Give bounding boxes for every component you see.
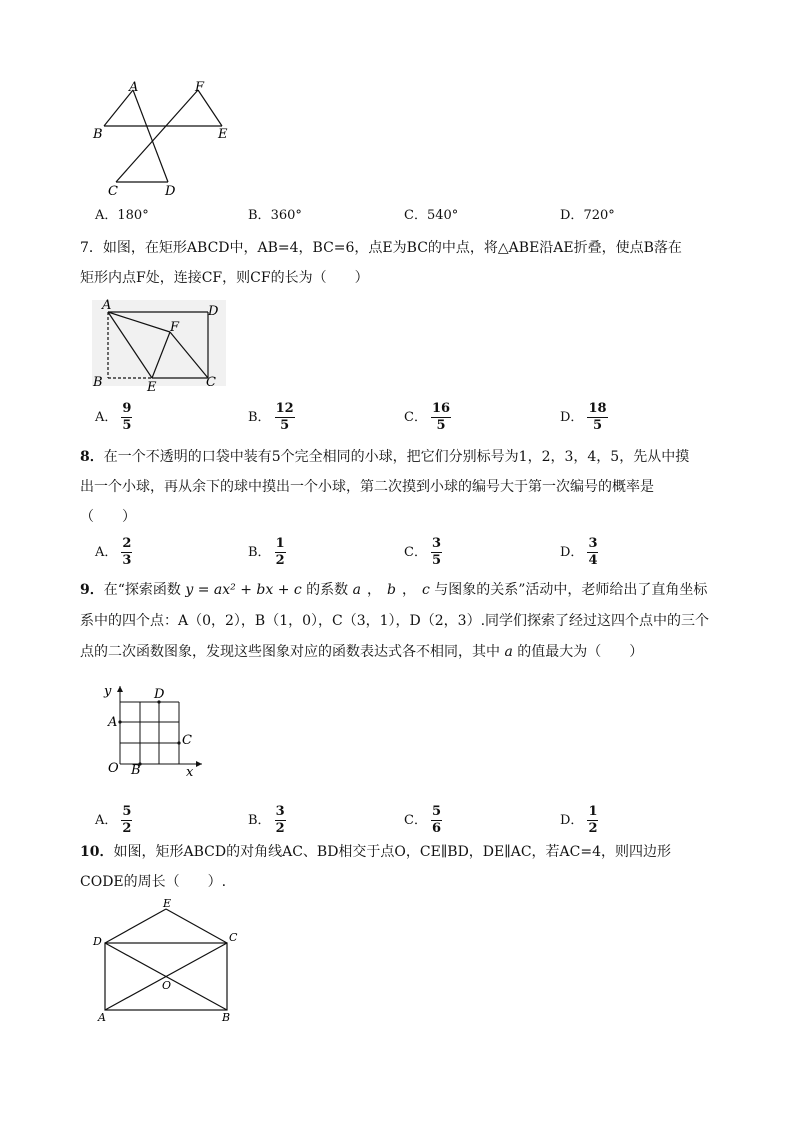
q8-option-d-den: 4 — [588, 553, 598, 568]
q7-line-2: 矩形内点F处，连接CF，则CF的长为（ ） — [80, 270, 369, 286]
q7-option-c-letter: C． — [404, 409, 427, 425]
q6-option-b-letter: B． — [248, 208, 271, 223]
q9-line-1-a: 在“探索函数 — [103, 582, 186, 598]
q7-option-d-letter: D． — [560, 409, 584, 425]
q8-option-c-fraction — [431, 537, 442, 568]
q7-option-a-den: 5 — [122, 418, 132, 433]
q9-line-3-b: 的值最大为（ ） — [512, 644, 644, 660]
q8-option-a[interactable] — [95, 537, 132, 568]
q9-option-a-num: 5 — [122, 804, 132, 819]
q8-option-a-fraction — [121, 537, 132, 568]
q8-line-2: 出一个小球，再从余下的球中摸出一个小球，第二次摸到小球的编号大于第一次编号的概率是 — [80, 479, 654, 495]
q6-option-a[interactable] — [95, 207, 149, 225]
q8-option-d[interactable] — [560, 537, 598, 568]
q9-option-c-letter: C． — [404, 812, 427, 828]
q6-label-A: A — [129, 80, 139, 95]
q9-option-a[interactable] — [95, 805, 132, 836]
q6-option-d[interactable] — [560, 207, 615, 225]
q7-option-b-den: 5 — [280, 418, 290, 433]
q10-label-A: A — [98, 1011, 106, 1024]
q6-label-C: C — [108, 184, 118, 199]
q9-option-d-letter: D． — [560, 812, 584, 828]
q7-option-b-num: 12 — [275, 401, 294, 416]
q8-option-c-num: 3 — [431, 536, 441, 551]
q6-label-F: F — [195, 80, 205, 95]
q6-option-b-value: 360° — [270, 208, 302, 223]
q10-line-1 — [80, 842, 671, 862]
q9-option-b[interactable] — [248, 805, 286, 836]
q7-label-E: E — [147, 380, 157, 394]
q9-option-b-num: 3 — [275, 804, 285, 819]
q7-option-c-den: 5 — [436, 418, 446, 433]
q8-option-d-fraction — [587, 537, 598, 568]
q7-figure — [90, 298, 230, 394]
q8-option-b-fraction — [275, 537, 286, 568]
q7-option-a-num: 9 — [122, 401, 132, 416]
q9-option-a-letter: A． — [95, 812, 118, 828]
q7-label-A: A — [102, 298, 112, 313]
q9-sep-1: ， — [366, 582, 381, 598]
q6-label-B: B — [93, 127, 103, 142]
q9-option-d-fraction — [587, 805, 598, 836]
q6-option-d-letter: D． — [560, 208, 584, 223]
q9-option-d-num: 1 — [588, 804, 598, 819]
q9-label-O: O — [108, 761, 119, 776]
q6-figure — [88, 78, 248, 200]
q9-label-y: y — [104, 684, 112, 699]
q9-option-a-fraction — [121, 805, 132, 836]
q7-line-1: 7．如图，在矩形ABCD中，AB=4，BC=6，点E为BC的中点，将△ABE沿AE折叠，使点B落在 — [80, 240, 682, 256]
q7-option-b-fraction — [275, 402, 295, 433]
q8-option-b-letter: B． — [248, 544, 271, 560]
q7-option-a[interactable] — [95, 402, 132, 433]
q8-line-1-text: 在一个不透明的口袋中装有5个完全相同的小球，把它们分别标号为1，2，3，4，5，先从中摸 — [103, 449, 690, 465]
q7-label-C: C — [206, 375, 216, 390]
q9-line-1 — [80, 580, 707, 600]
q10-label-C: C — [229, 931, 238, 944]
q7-option-d-den: 5 — [592, 418, 602, 433]
q10-line-1-text: 如图，矩形ABCD的对角线AC、BD相交于点O，CE∥BD，DE∥AC，若AC=4，则四边形 — [113, 844, 671, 860]
q6-option-a-value: 180° — [117, 208, 149, 223]
q9-coordinate-figure — [98, 682, 208, 780]
q8-option-a-num: 2 — [122, 536, 132, 551]
q9-label-C: C — [182, 733, 192, 748]
q8-option-b[interactable] — [248, 537, 286, 568]
q7-label-F: F — [170, 320, 180, 335]
q10-label-B: B — [222, 1011, 231, 1024]
q7-option-b[interactable] — [248, 402, 295, 433]
q10-label-E: E — [163, 897, 172, 910]
q6-option-c-value: 540° — [426, 208, 459, 223]
q9-option-b-den: 2 — [275, 821, 285, 836]
q9-option-c-den: 6 — [431, 821, 441, 836]
q9-line-1-b: 的系数 — [301, 582, 353, 598]
q6-label-D: D — [165, 184, 176, 199]
q7-option-c-num: 16 — [431, 401, 451, 416]
q7-option-d-num: 18 — [588, 401, 607, 416]
q6-option-d-value: 720° — [583, 208, 615, 223]
q9-line-1-c: 与图象的关系”活动中，老师给出了直角坐标 — [429, 582, 708, 598]
q9-sep-2: ， — [401, 582, 416, 598]
q9-label-B: B — [131, 763, 141, 778]
q9-option-c-num: 5 — [431, 804, 441, 819]
q9-option-b-fraction — [275, 805, 286, 836]
q10-label-D: D — [93, 935, 102, 948]
q8-option-c-den: 5 — [431, 553, 441, 568]
q10-number: 10． — [80, 844, 114, 860]
q8-option-a-letter: A． — [95, 544, 118, 560]
q7-option-a-fraction — [121, 402, 132, 433]
q7-option-d-fraction — [587, 402, 607, 433]
q9-option-a-den: 2 — [122, 821, 132, 836]
q8-option-c-letter: C． — [404, 544, 427, 560]
q10-label-O: O — [162, 979, 172, 992]
q10-line-2: CODE的周长（ ）. — [80, 874, 227, 890]
q9-line-3-a: 点的二次函数图象，发现这些图象对应的函数表达式各不相同，其中 — [80, 644, 505, 660]
q9-var-b: b — [386, 582, 396, 598]
q9-var-c: c — [421, 582, 430, 598]
q6-option-c-letter: C． — [404, 208, 427, 223]
q7-option-b-letter: B． — [248, 409, 271, 425]
q9-option-d-den: 2 — [588, 821, 598, 836]
q8-option-d-letter: D． — [560, 544, 584, 560]
q7-option-d[interactable] — [560, 402, 608, 433]
q8-option-a-den: 3 — [122, 553, 132, 568]
q6-option-a-letter: A． — [95, 208, 118, 223]
q8-line-3: （ ） — [80, 509, 136, 525]
q8-option-b-den: 2 — [275, 553, 285, 568]
q9-function: y = ax² + bx + c — [185, 582, 302, 598]
q9-line-2: 系中的四个点：A（0，2），B（1，0），C（3，1），D（2，3）.同学们探索了经过这四个点中的三个 — [80, 613, 710, 629]
q7-option-a-letter: A． — [95, 409, 118, 425]
q9-var-a: a — [352, 582, 361, 598]
q8-line-1 — [80, 447, 689, 467]
q9-label-x: x — [186, 765, 194, 780]
q10-figure — [88, 895, 248, 1025]
q9-label-A: A — [108, 715, 118, 730]
q6-option-c[interactable] — [404, 207, 458, 225]
q7-option-c-fraction — [431, 402, 451, 433]
q7-option-c[interactable] — [404, 402, 451, 433]
q8-option-d-num: 3 — [588, 536, 598, 551]
q8-option-c[interactable] — [404, 537, 442, 568]
q7-label-B: B — [93, 375, 103, 390]
q9-line-3 — [80, 642, 643, 662]
q6-option-b[interactable] — [248, 207, 302, 225]
q6-label-E: E — [218, 127, 228, 142]
q9-label-D: D — [154, 687, 165, 702]
q9-number: 9． — [80, 582, 104, 598]
q7-label-D: D — [208, 304, 219, 319]
q8-option-b-num: 1 — [275, 536, 285, 551]
q8-number: 8． — [80, 449, 104, 465]
q9-option-b-letter: B． — [248, 812, 271, 828]
q9-line-3-var: a — [504, 644, 513, 660]
q9-option-c[interactable] — [404, 805, 442, 836]
q9-option-c-fraction — [431, 805, 442, 836]
q9-option-d[interactable] — [560, 805, 598, 836]
